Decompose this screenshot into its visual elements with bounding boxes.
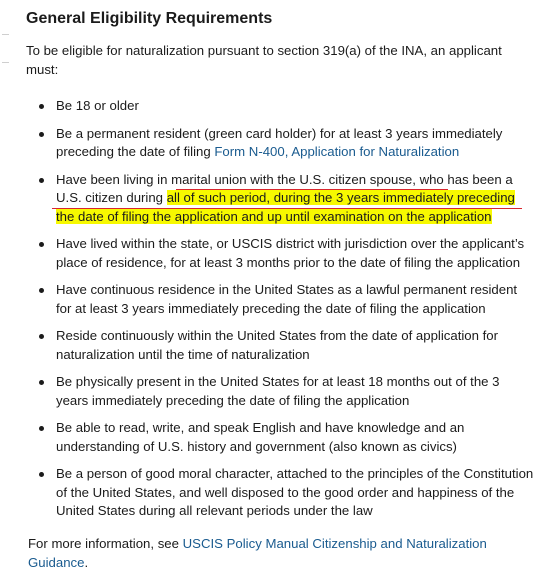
more-info-prefix: For more information, see [28,535,183,551]
list-item [26,281,534,318]
bullet-icon [39,472,44,477]
bullet-icon [39,104,44,109]
requirement-text: Have been living in marital union with the U.S. citizen spouse, who has been a U.S. citizen during [56,171,513,205]
highlighted-text: all of such period, during the 3 years immediately preceding the date of filing the application and up until examination on the application [56,190,515,224]
bullet-icon [39,380,44,385]
list-item [26,125,534,162]
requirement-text: Have continuous residence in the United States as a lawful permanent resident for at least 3 years immediately preceding the date of filing the application [56,282,518,316]
requirement-text: Be able to read, write, and speak English and have knowledge and an understanding of U.S. history and government (also known as civics) [56,420,465,454]
list-item [26,419,534,456]
requirement-text: Be a permanent resident (green card holder) for at least 3 years immediately preceding the date of filing [56,125,503,159]
list-item [26,327,534,364]
bullet-icon [39,334,44,339]
list-item [26,97,534,116]
eligibility-section [26,8,534,572]
list-item [26,235,534,272]
requirement-text: Reside continuously within the United States from the date of application for naturalization until the time of naturalization [56,328,499,362]
requirement-text: Be physically present in the United States for at least 18 months out of the 3 years immediately preceding the date of filing the application [56,374,500,408]
requirement-text: Be 18 or older [56,98,139,113]
red-underline-mark [176,189,448,190]
form-n400-link[interactable]: Form N-400, Application for Naturalization [214,144,460,159]
left-border [0,0,4,570]
bullet-icon [39,288,44,293]
list-item [26,171,534,227]
left-tick-mark [2,34,9,35]
requirements-list [26,97,534,521]
bullet-icon [39,242,44,247]
bullet-icon [39,178,44,183]
requirement-text: Have lived within the state, or USCIS district with jurisdiction over the applicant’s place of residence, for at least 3 months prior to the date of filing the application [56,236,525,270]
bullet-icon [39,426,44,431]
requirement-text: Be a person of good moral character, attached to the principles of the Constitution of the United States, and well disposed to the good order and happiness of the United States during all relevant periods under the law [56,466,534,518]
more-info-suffix: . [84,554,89,570]
intro-paragraph: To be eligible for naturalization pursuant to section 319(a) of the INA, an applicant must: [26,43,502,77]
more-info-paragraph [26,534,534,572]
bullet-icon [39,132,44,137]
policy-manual-link[interactable]: USCIS Policy Manual Citizenship and Naturalization Guidance [28,535,487,570]
list-item [26,465,534,521]
section-title: General Eligibility Requirements [26,10,273,27]
list-item [26,373,534,410]
left-tick-mark [2,62,9,63]
red-underline-mark [52,208,522,209]
